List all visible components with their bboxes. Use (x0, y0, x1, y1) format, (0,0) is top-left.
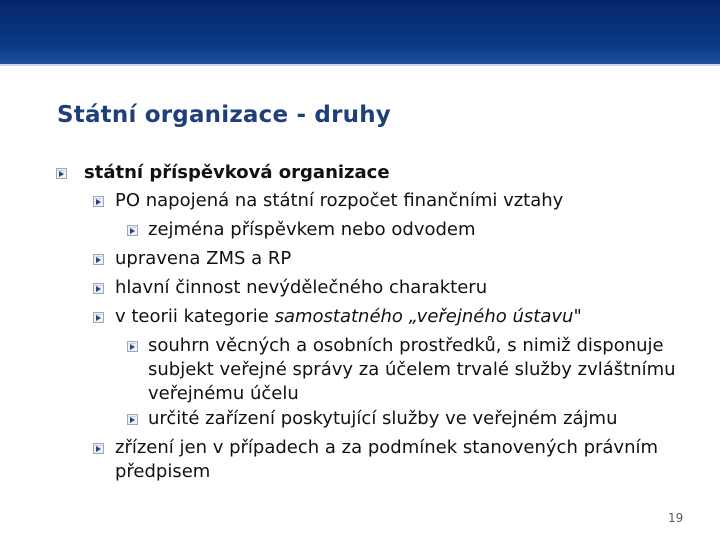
bullet-l3-line3: veřejnému účelu (148, 383, 299, 404)
bullet-text-italic: samostatného „veřejného ústavu (274, 306, 574, 327)
bullet-arrow-icon (127, 341, 138, 352)
bullet-arrow-icon (93, 196, 104, 207)
bullet-arrow-icon (56, 168, 67, 179)
header-divider (0, 64, 720, 66)
bullet-l1: státní příspěvková organizace (84, 162, 390, 183)
header-bar (0, 0, 720, 64)
slide-title: Státní organizace - druhy (57, 102, 391, 128)
bullet-arrow-icon (93, 312, 104, 323)
bullet-l3-line2: subjekt veřejné správy za účelem trvalé služby zvláštnímu (148, 359, 676, 380)
bullet-arrow-icon (127, 414, 138, 425)
bullet-l2: hlavní činnost nevýdělečného charakteru (115, 277, 488, 298)
page-number: 19 (668, 511, 684, 525)
bullet-l2 (115, 306, 582, 327)
bullet-l3-line1: souhrn věcných a osobních prostředků, s nimiž disponuje (148, 335, 664, 356)
bullet-arrow-icon (93, 443, 104, 454)
bullet-l3: zejména příspěvkem nebo odvodem (148, 219, 476, 240)
bullet-l2-line2: předpisem (115, 461, 211, 482)
bullet-text-suffix: " (573, 306, 582, 327)
bullet-l2: PO napojená na státní rozpočet finančními vztahy (115, 190, 564, 211)
bullet-text-prefix: v teorii kategorie (115, 306, 275, 327)
bullet-arrow-icon (93, 283, 104, 294)
bullet-l3: určité zařízení poskytující služby ve veřejném zájmu (148, 408, 618, 429)
bullet-l2-line1: zřízení jen v případech a za podmínek stanovených právním (115, 437, 659, 458)
bullet-arrow-icon (93, 254, 104, 265)
bullet-l2: upravena ZMS a RP (115, 248, 292, 269)
bullet-arrow-icon (127, 225, 138, 236)
